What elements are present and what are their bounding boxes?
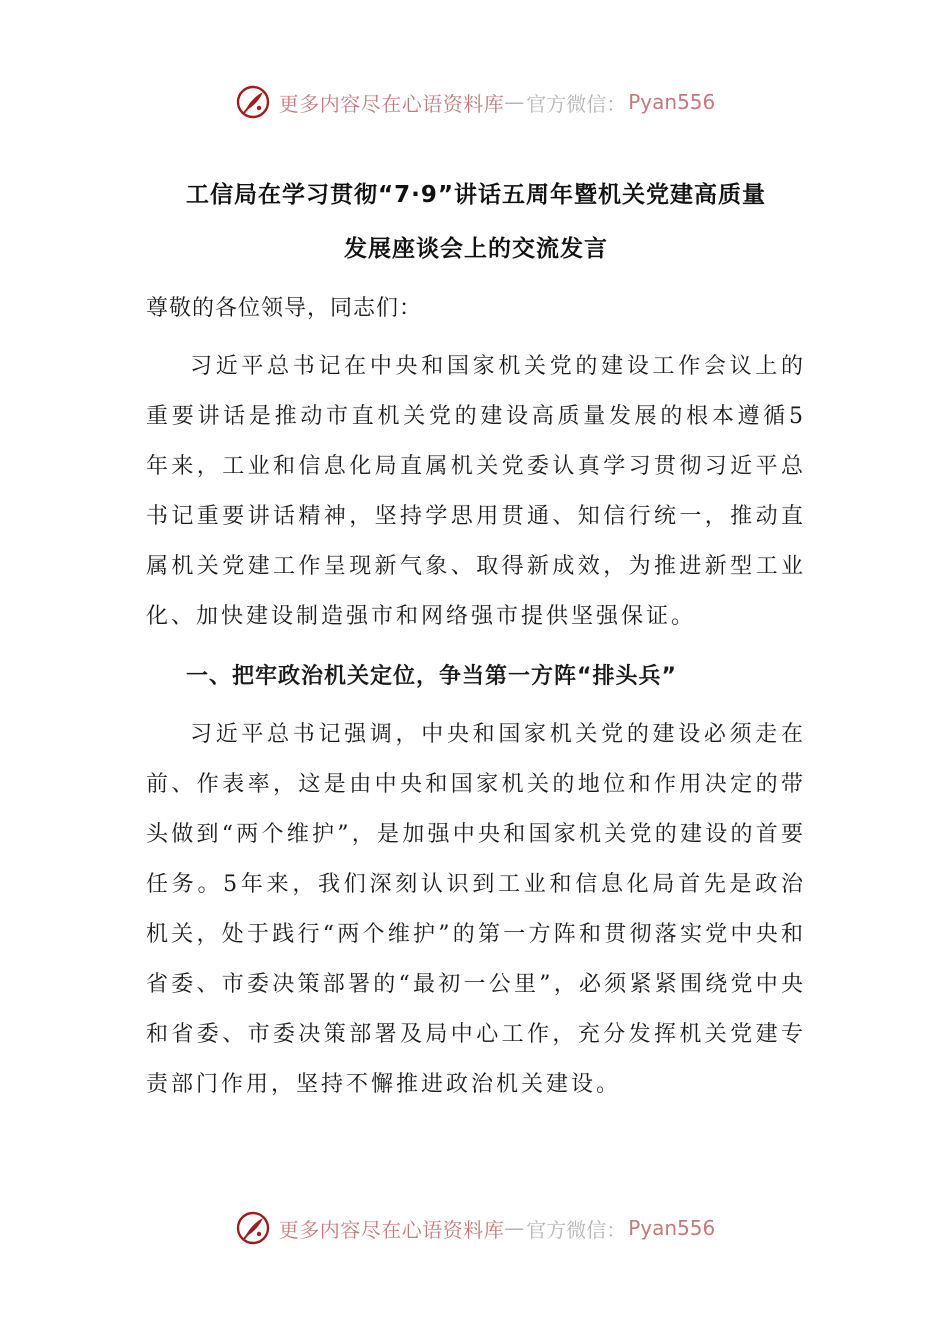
document-body [146,168,806,1110]
quill-pen-icon [235,1210,271,1246]
title-line-2: 发展座谈会上的交流发言 [344,236,608,262]
banner-site-text: 更多内容尽在心语资料库 [278,91,505,116]
title-line-1: 工信局在学习贯彻“7·9”讲话五周年暨机关党建高质量 [186,182,766,208]
banner-wechat-id: Pyan556 [628,1216,716,1240]
salutation: 尊敬的各位领导，同志们： [146,296,423,321]
banner-wechat-label: 官方微信： [526,91,627,116]
paragraph-1: 习近平总书记在中央和国家机关党的建设工作会议上的重要讲话是推动市直机关党的建设高质量发展的根本遵循5年来，工业和信息化局直属机关党委认真学习贯彻习近平总书记重要讲话精神，坚持学思用贯通、知信行统一，推动直属机关党建工作呈现新气象、取得新成效，为推进新型工业化、加快建设制造强市和网络强市提供坚强保证。 [146,354,806,629]
banner-site-text: 更多内容尽在心语资料库 [278,1217,505,1242]
banner-separator: — [504,1216,525,1240]
banner-wechat-label: 官方微信： [526,1217,627,1242]
banner-wechat-id: Pyan556 [628,90,716,114]
quill-pen-icon [235,84,271,120]
paragraph-2: 习近平总书记强调，中央和国家机关党的建设必须走在前、作表率，这是由中央和国家机关的地位和作用决定的带头做到“两个维护”，是加强中央和国家机关党的建设的首要任务。5年来，我们深刻认识到工业和信息化局首先是政治机关，处于践行“两个维护”的第一方阵和贯彻落实党中央和省委、市委决策部署的“最初一公里”，必须紧紧围绕党中央和省委、市委决策部署及局中心工作，充分发挥机关党建专责部门作用，坚持不懈推进政治机关建设。 [146,722,806,1097]
section-heading-1: 一、把牢政治机关定位，争当第一方阵“排头兵” [186,664,677,689]
watermark-banner-top [0,82,950,122]
banner-separator: — [504,90,525,114]
watermark-banner-bottom [0,1208,950,1248]
document-title [146,168,806,276]
